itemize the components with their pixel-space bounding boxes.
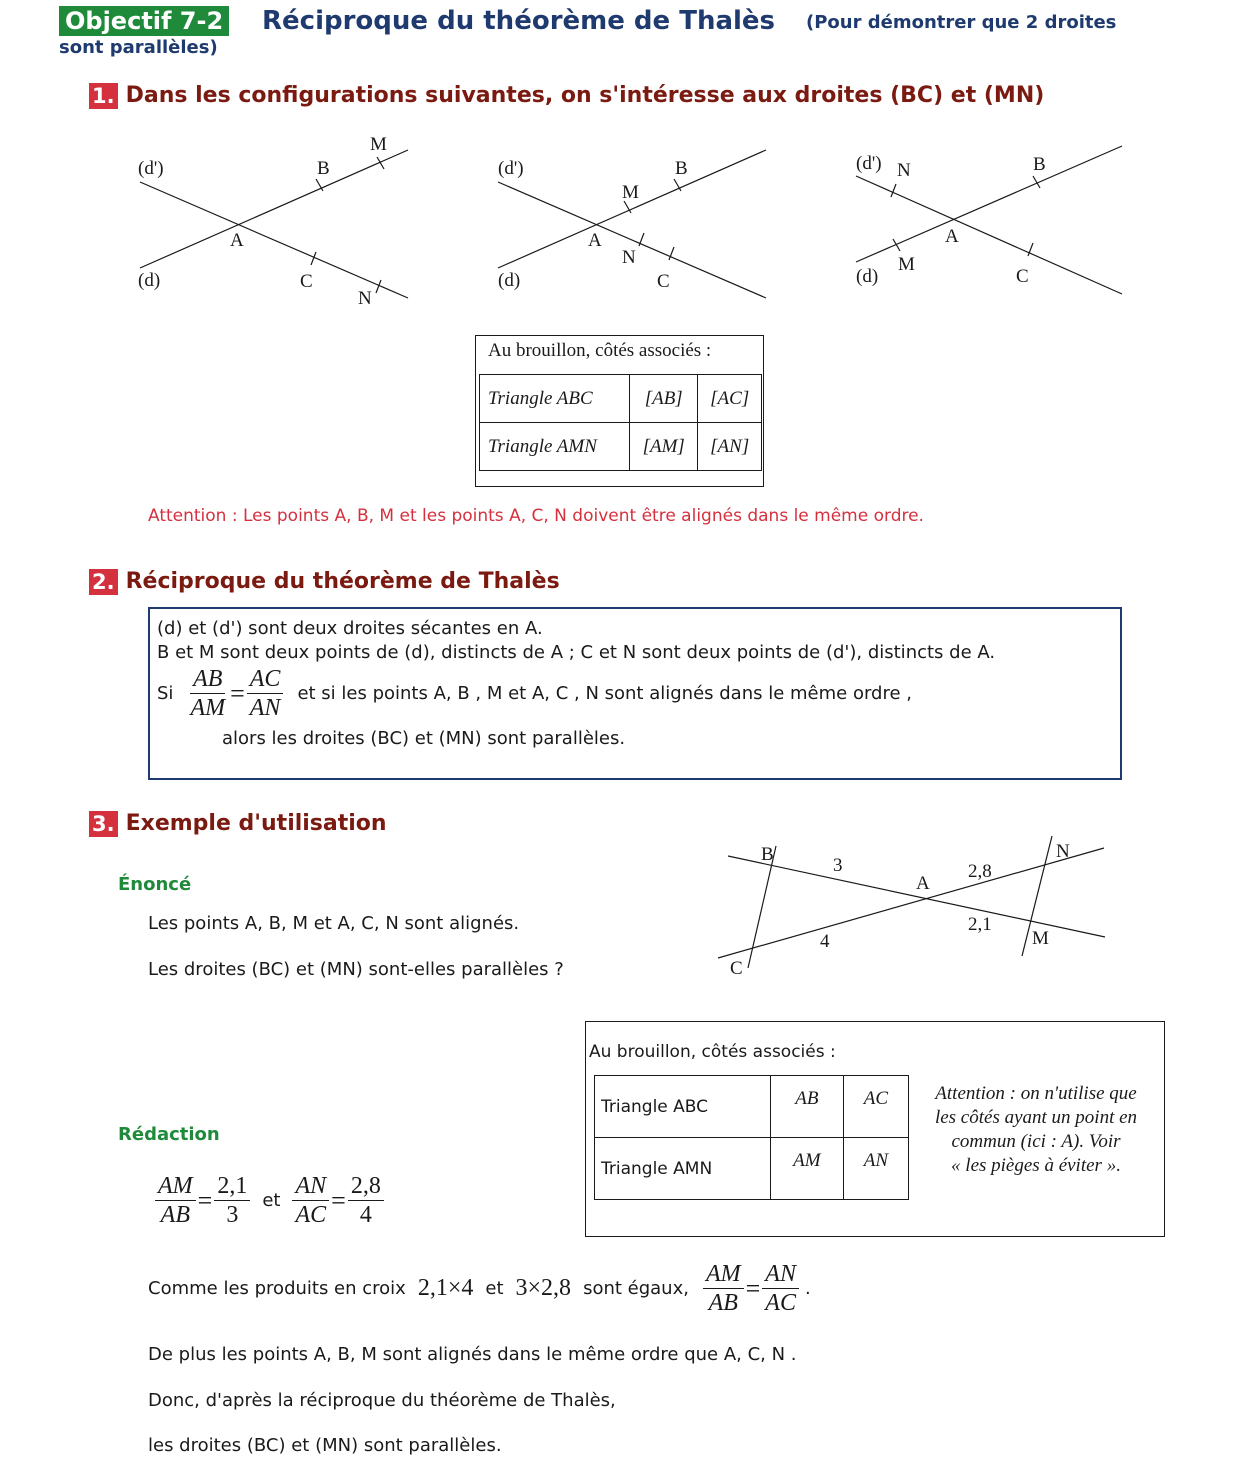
fraction-am-ab	[155, 1172, 196, 1229]
table-cell: Triangle ABC	[595, 1076, 771, 1138]
label-N: N	[622, 247, 636, 268]
label-C: C	[300, 271, 313, 292]
label-d: (d)	[498, 270, 521, 291]
label-N: N	[358, 288, 372, 309]
fraction-denominator: AC	[765, 1290, 796, 1316]
note-line: les côtés ayant un point en	[934, 1107, 1138, 1128]
si-label: Si	[157, 683, 174, 704]
label-d-prime: (d')	[498, 158, 524, 179]
length-AC: 4	[820, 931, 830, 952]
line-BM	[728, 856, 1105, 937]
label-d: (d)	[856, 266, 879, 287]
fraction-numerator: AM	[155, 1172, 196, 1201]
cross-suffix: sont égaux,	[583, 1278, 689, 1299]
line-d-prime	[856, 176, 1122, 294]
length-AB: 3	[833, 855, 843, 876]
equals-sign: =	[197, 1185, 213, 1215]
fraction-denominator: AC	[295, 1202, 327, 1228]
ratios-line	[155, 1172, 384, 1229]
draft-table-1	[479, 374, 762, 471]
cross-product-a: 2,1×4	[417, 1275, 474, 1301]
equals-sign: =	[331, 1185, 346, 1215]
table-row	[480, 423, 762, 471]
page-title: Réciproque du théorème de Thalès	[262, 6, 776, 36]
line-d-prime	[140, 182, 408, 298]
table-cell: Triangle AMN	[480, 423, 630, 471]
table-cell: Triangle ABC	[480, 375, 630, 423]
label-d-prime: (d')	[138, 158, 164, 179]
label-d-prime: (d')	[856, 153, 882, 174]
fraction-denominator: AM	[190, 695, 226, 721]
table-row	[480, 375, 762, 423]
alignment-warning: Attention : Les points A, B, M et les points A, C, N doivent être alignés dans le même ordre.	[148, 506, 924, 526]
label-A: A	[588, 230, 602, 251]
section-2-title: Réciproque du théorème de Thalès	[125, 569, 560, 594]
fraction-numerator: AC	[247, 665, 284, 694]
label-A: A	[945, 226, 959, 247]
fraction-ac-an	[247, 665, 284, 722]
label-N: N	[897, 160, 911, 181]
subtitle-part-2: sont parallèles)	[59, 37, 218, 58]
table-cell: AB	[771, 1076, 844, 1138]
note-line: Attention : on n'utilise que	[935, 1083, 1137, 1104]
theorem-line-1: (d) et (d') sont deux droites sécantes en A.	[157, 618, 543, 639]
note-line: « les pièges à éviter ».	[951, 1155, 1121, 1176]
table-cell: [AN]	[698, 423, 762, 471]
section-3-heading	[89, 811, 387, 837]
configuration-figure-3	[846, 130, 1136, 310]
enonce-line-1: Les points A, B, M et A, C, N sont alignés.	[148, 913, 520, 934]
label-B: B	[675, 158, 688, 179]
theorem-line-2: B et M sont deux points de (d), distincts de A ; C et N sont deux points de (d'), distincts de A.	[157, 642, 996, 663]
fraction-denominator: AB	[160, 1202, 190, 1228]
fraction-ab-am	[187, 665, 228, 722]
table-row	[595, 1076, 909, 1138]
cross-mid: et	[485, 1278, 504, 1299]
theorem-condition	[157, 665, 912, 722]
label-A: A	[230, 230, 244, 251]
table-cell: [AM]	[630, 423, 698, 471]
fraction-an-ac	[292, 1172, 329, 1229]
label-B: B	[761, 844, 774, 865]
section-3-title: Exemple d'utilisation	[125, 811, 387, 836]
cross-products-line	[148, 1260, 811, 1317]
et-word: et	[262, 1190, 281, 1211]
section-1-title: Dans les configurations suivantes, on s'intéresse aux droites (BC) et (MN)	[125, 83, 1045, 108]
fraction-denominator: 4	[359, 1202, 372, 1228]
note-line: commun (ici : A). Voir	[951, 1131, 1121, 1152]
table-cell: AN	[843, 1138, 908, 1200]
example-figure	[710, 830, 1120, 980]
equals-sign: =	[745, 1273, 761, 1303]
table-row	[595, 1138, 909, 1200]
table-cell: AM	[771, 1138, 844, 1200]
theorem-box	[148, 607, 1122, 780]
line-d	[140, 150, 408, 268]
configuration-figure-1	[130, 130, 420, 310]
label-M: M	[1032, 928, 1049, 949]
section-2-heading	[89, 569, 560, 595]
fraction-numerator: AB	[190, 665, 225, 694]
draft-box-1-caption: Au brouillon, côtés associés :	[488, 340, 712, 361]
fraction-denominator: AN	[249, 695, 281, 721]
table-cell: Triangle AMN	[595, 1138, 771, 1200]
fraction-am-ab-final	[703, 1260, 744, 1317]
label-B: B	[317, 158, 330, 179]
label-d: (d)	[138, 270, 161, 291]
equals-sign: =	[230, 678, 245, 708]
conclusion-line: les droites (BC) et (MN) sont parallèles.	[148, 1435, 502, 1456]
cross-product-b: 3×2,8	[515, 1275, 572, 1301]
label-C: C	[1016, 266, 1029, 287]
section-1-number: 1.	[89, 83, 118, 109]
fraction-2-1-over-3	[214, 1172, 250, 1229]
draft-box-2	[585, 1021, 1165, 1237]
section-2-number: 2.	[89, 569, 118, 595]
section-3-number: 3.	[89, 811, 118, 837]
fraction-numerator: 2,1	[214, 1172, 250, 1201]
fraction-2-8-over-4	[348, 1172, 384, 1229]
label-C: C	[657, 271, 670, 292]
length-AM: 2,1	[968, 914, 992, 935]
fraction-numerator: 2,8	[348, 1172, 384, 1201]
fraction-numerator: AM	[703, 1260, 744, 1289]
theorem-conclusion: alors les droites (BC) et (MN) sont parallèles.	[222, 728, 626, 749]
label-M: M	[370, 134, 387, 155]
table-cell: [AB]	[630, 375, 698, 423]
objective-badge: Objectif 7-2	[59, 6, 229, 36]
subtitle-part-1: (Pour démontrer que 2 droites	[806, 12, 1117, 33]
donc-line: Donc, d'après la réciproque du théorème de Thalès,	[148, 1390, 616, 1411]
section-1-heading	[89, 83, 1044, 109]
fraction-denominator: AB	[708, 1290, 738, 1316]
fraction-denominator: 3	[226, 1202, 239, 1228]
draft-box-1	[475, 335, 764, 487]
table-cell: [AC]	[698, 375, 762, 423]
draft-box-2-caption: Au brouillon, côtés associés :	[589, 1042, 836, 1062]
tick-N	[891, 184, 896, 197]
label-M: M	[622, 182, 639, 203]
draft-note	[916, 1082, 1156, 1178]
cross-prefix: Comme les produits en croix	[148, 1278, 406, 1299]
label-M: M	[898, 254, 915, 275]
draft-table-2	[594, 1075, 909, 1200]
enonce-heading: Énoncé	[118, 874, 192, 895]
table-cell: AC	[843, 1076, 908, 1138]
de-plus-line: De plus les points A, B, M sont alignés dans le même ordre que A, C, N .	[148, 1344, 797, 1365]
fraction-numerator: AN	[762, 1260, 799, 1289]
label-B: B	[1033, 154, 1046, 175]
enonce-line-2: Les droites (BC) et (MN) sont-elles parallèles ?	[148, 959, 564, 980]
period: .	[804, 1278, 811, 1299]
length-AN: 2,8	[968, 861, 992, 882]
configuration-figure-2	[488, 130, 778, 310]
label-C: C	[730, 958, 743, 979]
fraction-numerator: AN	[292, 1172, 329, 1201]
fraction-an-ac-final	[762, 1260, 799, 1317]
condition-text: et si les points A, B , M et A, C , N sont alignés dans le même ordre ,	[297, 683, 912, 704]
label-N: N	[1056, 841, 1070, 862]
label-A: A	[916, 873, 930, 894]
redaction-heading: Rédaction	[118, 1124, 220, 1145]
